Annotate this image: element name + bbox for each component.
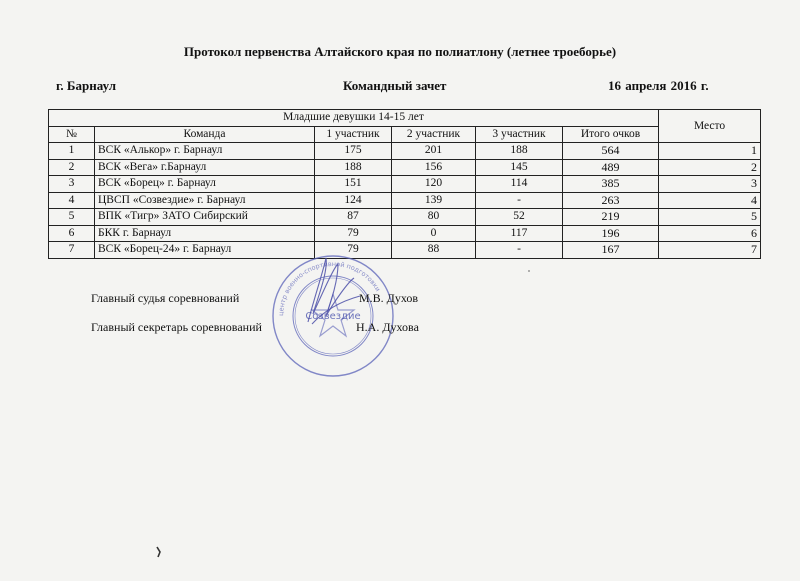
participant1-score: 79 (315, 242, 392, 259)
row-number: 6 (49, 225, 95, 242)
participant2-score: 88 (392, 242, 476, 259)
place-value: 2 (659, 159, 761, 176)
total-score: 489 (563, 159, 659, 176)
pen-mark (154, 546, 164, 558)
team-header: Команда (95, 126, 315, 143)
participant1-score: 188 (315, 159, 392, 176)
table-row (49, 209, 761, 226)
num-header: № (49, 126, 95, 143)
participant1-score: 87 (315, 209, 392, 226)
participant2-score: 80 (392, 209, 476, 226)
total-header: Итого очков (563, 126, 659, 143)
scan-speck (528, 270, 530, 272)
chief-secretary-name: Н.А. Духова (356, 320, 419, 334)
place-value: 4 (659, 192, 761, 209)
participant3-score: 114 (476, 176, 563, 193)
table-row (49, 242, 761, 259)
chief-judge-role: Главный судья соревнований (91, 291, 240, 305)
participant2-score: 139 (392, 192, 476, 209)
row-number: 1 (49, 143, 95, 160)
official-stamp (268, 252, 398, 380)
participant3-score: 117 (476, 225, 563, 242)
place-value: 7 (659, 242, 761, 259)
table-row (49, 143, 761, 160)
row-number: 2 (49, 159, 95, 176)
row-number: 5 (49, 209, 95, 226)
participant3-score: - (476, 242, 563, 259)
chief-secretary-role: Главный секретарь соревнований (91, 320, 262, 334)
team-name: ЦВСП «Созвездие» г. Барнаул (95, 192, 315, 209)
team-name: ВСК «Борец-24» г. Барнаул (95, 242, 315, 259)
stamp-ring-text: центр военно-спортивной подготовки (276, 259, 382, 317)
standings-type: Командный зачет (343, 78, 447, 93)
row-number: 4 (49, 192, 95, 209)
team-name: ВСК «Борец» г. Барнаул (95, 176, 315, 193)
svg-text:центр военно-спортивной подгот (277, 260, 382, 316)
date: 16 апреля 2016 г. (608, 78, 709, 93)
participant1-score: 151 (315, 176, 392, 193)
total-score: 167 (563, 242, 659, 259)
city: г. Барнаул (56, 78, 117, 93)
participant2-score: 0 (392, 225, 476, 242)
place-value: 1 (659, 143, 761, 160)
table-row (49, 159, 761, 176)
place-value: 5 (659, 209, 761, 226)
place-value: 6 (659, 225, 761, 242)
place-value: 3 (659, 176, 761, 193)
total-score: 263 (563, 192, 659, 209)
row-number: 3 (49, 176, 95, 193)
results-table (48, 109, 761, 259)
total-score: 196 (563, 225, 659, 242)
participant1-score: 124 (315, 192, 392, 209)
table-row (49, 225, 761, 242)
stamp-center-text: Созвездие (305, 311, 361, 322)
chief-judge-name: М.В. Духов (359, 291, 419, 305)
group-header-row (49, 110, 761, 127)
total-score: 219 (563, 209, 659, 226)
participant2-score: 201 (392, 143, 476, 160)
participant1-score: 79 (315, 225, 392, 242)
table-row (49, 176, 761, 193)
document-title: Протокол первенства Алтайского края по полиатлону (летнее троеборье) (183, 44, 617, 59)
team-name: ВПК «Тигр» ЗАТО Сибирский (95, 209, 315, 226)
column-header-row (49, 126, 761, 143)
participant3-header: 3 участник (476, 126, 563, 143)
team-name: ВСК «Алькор» г. Барнаул (95, 143, 315, 160)
participant2-score: 120 (392, 176, 476, 193)
total-score: 564 (563, 143, 659, 160)
age-group-title: Младшие девушки 14-15 лет (49, 110, 659, 127)
total-score: 385 (563, 176, 659, 193)
participant1-score: 175 (315, 143, 392, 160)
place-header: Место (659, 110, 761, 143)
participant1-header: 1 участник (315, 126, 392, 143)
team-name: ВСК «Вега» г.Барнаул (95, 159, 315, 176)
participant3-score: 52 (476, 209, 563, 226)
team-name: БКК г. Барнаул (95, 225, 315, 242)
row-number: 7 (49, 242, 95, 259)
participant2-score: 156 (392, 159, 476, 176)
table-row (49, 192, 761, 209)
participant3-score: 188 (476, 143, 563, 160)
participant3-score: - (476, 192, 563, 209)
participant3-score: 145 (476, 159, 563, 176)
participant2-header: 2 участник (392, 126, 476, 143)
